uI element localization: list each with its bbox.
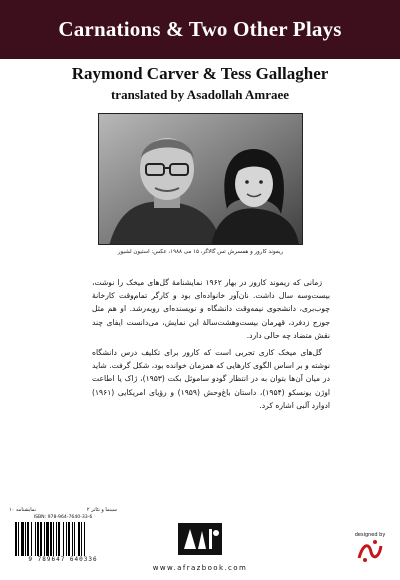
series-number: نمایشنامه ۱۰ (9, 506, 37, 513)
title-band (0, 0, 400, 59)
isbn: ISBN: 978-964-7640-33-6 (33, 515, 93, 520)
designer-credit (344, 532, 396, 568)
photo-caption: ریموند کارور و همسرش تس گالاگر، ۱۵ می ۱۹۸۸، عکس: استیون لشیور (117, 249, 284, 255)
blurb-paragraph: گل‌های میخک کاری تجربی است که کارور برای تکلیف درس دانشگاه نوشته و بر اساس الگوی کارهایی که همزمان خوانده بود، شکل گرفت. شاید در میان آن‌ها بتوان به در انتظار گودو ساموئل بکت (۱۹۵۳)، ژاک یا اطاعت اوژن یونسکو (۱۹۵۴)، داستان باغ‌وحش (۱۹۵۹) و رؤیای امریکایی (۱۹۶۱) ادوارد آلبی اشاره کرد. (92, 348, 330, 410)
series-line (9, 505, 117, 514)
author-photo (98, 113, 303, 245)
barcode-digits: 9 789647 640336 (28, 556, 98, 563)
blurb (92, 276, 330, 416)
afraz-logo-icon (176, 519, 224, 559)
publisher-website[interactable]: www.afrazbook.com (152, 564, 248, 572)
designer-signature-icon (355, 538, 385, 564)
book-title: Carnations & Two Other Plays (58, 17, 342, 41)
barcode-block (9, 505, 117, 565)
author-photo-illustration (99, 114, 303, 245)
series-label: سینما و تئاتر ۲ (86, 506, 117, 513)
translator-credit: translated by Asadollah Amraee (110, 87, 290, 102)
barcode-icon (15, 522, 115, 556)
blurb-paragraph: زمانی که ریموند کارور در بهار ۱۹۶۲ نمایشنامهٔ گل‌های میخک را نوشت، بیست‌وسه سال داشت. نان‌آور خانواده‌ای بود و کارگر تمام‌وقت کارخانهٔ چوب‌بری، دانشجوی نیمه‌وقت دانشگاه و نویسنده‌ای روبه‌رشد. او هم مثل جورج زدفرد، قهرمان بیست‌وهشت‌سالهٔ این نمایش، می‌دانست ایفای چند نقش متضاد چه حالی دارد. (92, 278, 330, 340)
authors: Raymond Carver & Tess Gallagher (71, 64, 329, 83)
designer-label: designed by (354, 532, 386, 538)
